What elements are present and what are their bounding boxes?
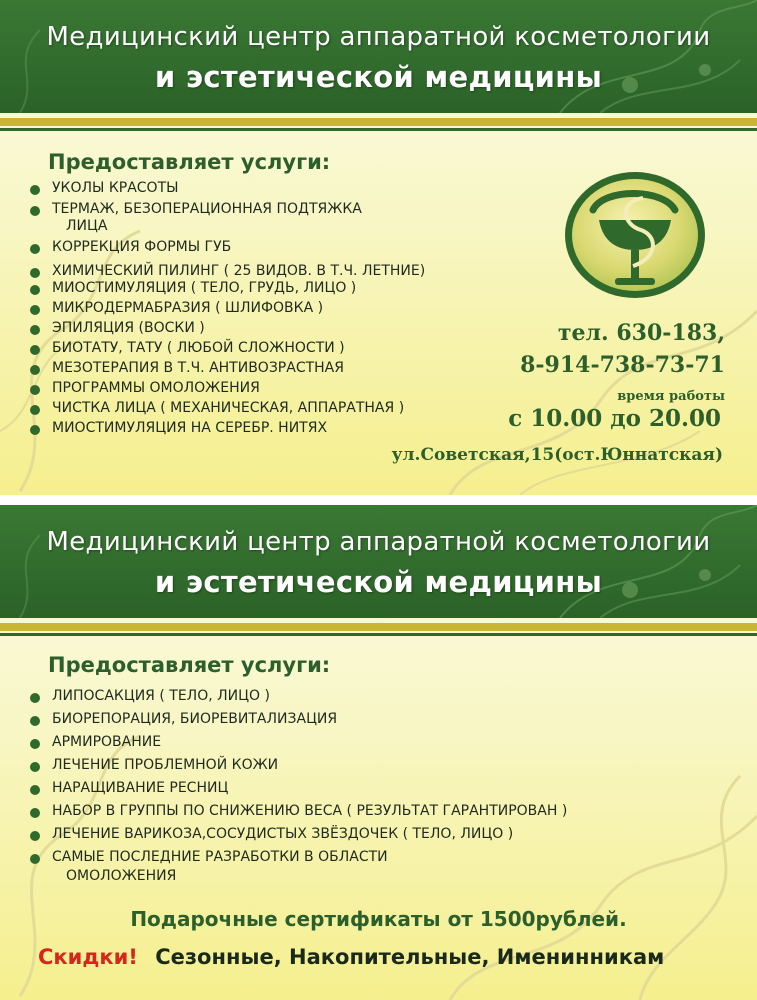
bowl-of-hygieia-icon: [563, 170, 708, 300]
bullet-icon: [30, 268, 40, 278]
phone-line1: тел. 630-183,: [557, 320, 725, 346]
list-item: ЧИСТКА ЛИЦА ( МЕХАНИЧЕСКАЯ, АППАРАТНАЯ ): [30, 400, 425, 416]
list-item: ЛИПОСАКЦИЯ ( ТЕЛО, ЛИЦО ): [30, 688, 567, 704]
list-item: МИОСТИМУЛЯЦИЯ НА СЕРЕБР. НИТЯХ: [30, 420, 425, 436]
bullet-icon: [30, 854, 40, 864]
center-title-line1: Медицинский центр аппаратной косметологии: [46, 22, 711, 52]
gift-certificates: Подарочные сертификаты от 1500рублей.: [130, 907, 627, 931]
bullet-icon: [30, 425, 40, 435]
discounts-line: [38, 945, 664, 969]
bullet-icon: [30, 365, 40, 375]
green-divider: [0, 128, 757, 131]
list-item: САМЫЕ ПОСЛЕДНИЕ РАЗРАБОТКИ В ОБЛАСТИ: [30, 849, 567, 865]
list-item-continuation: ОМОЛОЖЕНИЯ: [66, 868, 177, 884]
list-item: ХИМИЧЕСКИЙ ПИЛИНГ ( 25 ВИДОВ. В Т.Ч. ЛЕТНИЕ): [30, 263, 425, 279]
center-title-line1: Медицинский центр аппаратной косметологии: [46, 527, 711, 557]
header-banner: [0, 505, 757, 618]
list-item: ТЕРМАЖ, БЕЗОПЕРАЦИОННАЯ ПОДТЯЖКА: [30, 201, 425, 217]
working-hours: с 10.00 до 20.00: [508, 405, 721, 432]
list-item: БИОТАТУ, ТАТУ ( ЛЮБОЙ СЛОЖНОСТИ ): [30, 340, 425, 356]
list-item-continuation: ЛИЦА: [66, 218, 108, 234]
flyer-card-top: [0, 0, 757, 495]
discount-types: Сезонные, Накопительные, Именинникам: [155, 945, 665, 969]
list-item: УКОЛЫ КРАСОТЫ: [30, 180, 425, 196]
bullet-icon: [30, 716, 40, 726]
list-item: ЭПИЛЯЦИЯ (ВОСКИ ): [30, 320, 425, 336]
green-divider: [0, 633, 757, 636]
services-heading: Предоставляет услуги:: [48, 653, 331, 677]
bullet-icon: [30, 345, 40, 355]
bullet-icon: [30, 831, 40, 841]
address: ул.Советская,15(ост.Юннатская): [391, 445, 723, 465]
bullet-icon: [30, 244, 40, 254]
list-item: БИОРЕПОРАЦИЯ, БИОРЕВИТАЛИЗАЦИЯ: [30, 711, 567, 727]
list-item: НАРАЩИВАНИЕ РЕСНИЦ: [30, 780, 567, 796]
list-item: МЕЗОТЕРАПИЯ В Т.Ч. АНТИВОЗРАСТНАЯ: [30, 360, 425, 376]
bullet-icon: [30, 305, 40, 315]
list-item: ЛЕЧЕНИЕ ПРОБЛЕМНОЙ КОЖИ: [30, 757, 567, 773]
center-title-line2: и эстетической медицины: [154, 565, 603, 599]
hours-label: время работы: [617, 389, 725, 404]
gold-divider: [0, 623, 757, 631]
header-banner: [0, 0, 757, 113]
list-item: КОРРЕКЦИЯ ФОРМЫ ГУБ: [30, 239, 425, 255]
bullet-icon: [30, 693, 40, 703]
bullet-icon: [30, 285, 40, 295]
phone-line2: 8-914-738-73-71: [520, 352, 725, 378]
list-item: МИКРОДЕРМАБРАЗИЯ ( ШЛИФОВКА ): [30, 300, 425, 316]
list-item: АРМИРОВАНИЕ: [30, 734, 567, 750]
bullet-icon: [30, 405, 40, 415]
bullet-icon: [30, 739, 40, 749]
bullet-icon: [30, 785, 40, 795]
bullet-icon: [30, 808, 40, 818]
services-heading: Предоставляет услуги:: [48, 150, 331, 174]
bullet-icon: [30, 206, 40, 216]
services-list: [30, 688, 567, 884]
bullet-icon: [30, 385, 40, 395]
gold-divider: [0, 118, 757, 126]
list-item: ПРОГРАММЫ ОМОЛОЖЕНИЯ: [30, 380, 425, 396]
list-item: ЛЕЧЕНИЕ ВАРИКОЗА,СОСУДИСТЫХ ЗВЁЗДОЧЕК ( ТЕЛО, ЛИЦО ): [30, 826, 567, 842]
discount-label: Скидки!: [38, 945, 138, 969]
bullet-icon: [30, 185, 40, 195]
bullet-icon: [30, 325, 40, 335]
services-list: [30, 180, 425, 436]
center-title-line2: и эстетической медицины: [154, 60, 603, 94]
list-item: МИОСТИМУЛЯЦИЯ ( ТЕЛО, ГРУДЬ, ЛИЦО ): [30, 280, 425, 296]
list-item: НАБОР В ГРУППЫ ПО СНИЖЕНИЮ ВЕСА ( РЕЗУЛЬТАТ ГАРАНТИРОВАН ): [30, 803, 567, 819]
bullet-icon: [30, 762, 40, 772]
